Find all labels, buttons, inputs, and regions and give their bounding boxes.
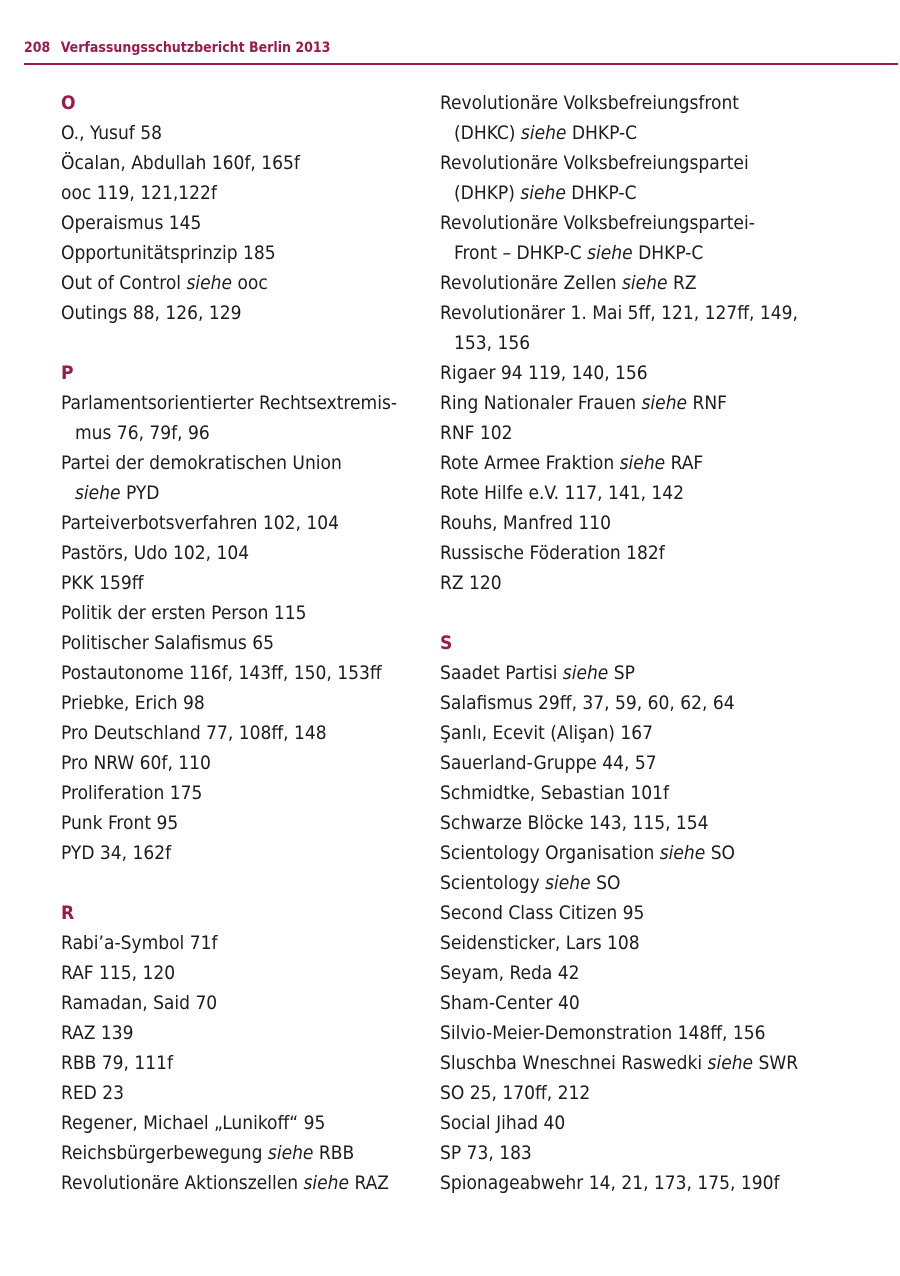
index-entry: Outings 88, 126, 129 — [61, 302, 242, 324]
index-entry: Revolutionäre Volksbefreiungspartei — [440, 152, 749, 174]
see-reference-target: RBB — [313, 1142, 355, 1164]
see-reference-target: SO — [705, 842, 735, 864]
see-reference-target: SP — [608, 662, 635, 684]
see-reference-word: siehe — [545, 872, 591, 894]
page-number: 208 — [24, 40, 51, 56]
see-reference-target: ooc — [232, 272, 268, 294]
index-entry: Silvio-Meier-Demonstration 148ff, 156 — [440, 1022, 766, 1044]
index-entry-cross-reference — [440, 868, 880, 898]
see-reference-target: RNF — [687, 392, 727, 414]
see-reference-word: siehe — [621, 272, 668, 294]
see-reference-word: siehe — [707, 1052, 754, 1074]
see-reference-target: DHKP-C — [566, 122, 638, 144]
index-entry: Punk Front 95 — [61, 812, 179, 834]
see-reference-target: RAZ — [349, 1172, 389, 1194]
index-entry-cross-reference — [440, 268, 880, 298]
index-entry: Revolutionäre Volksbefreiungspartei- — [440, 212, 755, 234]
index-entry: PKK 159ff — [61, 572, 144, 594]
see-reference-target: SWR — [753, 1052, 799, 1074]
see-reference-word: siehe — [75, 482, 121, 504]
see-reference-word: siehe — [520, 182, 566, 204]
index-term: Saadet Partisi — [440, 662, 563, 684]
index-term: Revolutionäre Aktionszellen — [61, 1172, 304, 1194]
index-entry: RAF 115, 120 — [61, 962, 176, 984]
see-reference-word: siehe — [641, 392, 688, 414]
index-term: Revolutionäre Zellen — [440, 272, 622, 294]
index-entry: Öcalan, Abdullah 160f, 165f — [61, 152, 300, 174]
section-gap — [61, 868, 431, 898]
index-entry: Pro Deutschland 77, 108ff, 148 — [61, 722, 327, 744]
index-entry: Revolutionäre Volksbefreiungsfront — [440, 92, 739, 114]
index-entry: RBB 79, 111f — [61, 1052, 173, 1074]
see-reference-word: siehe — [267, 1142, 314, 1164]
see-reference-target: DHKP-C — [632, 242, 704, 264]
index-entry-continuation: mus 76, 79f, 96 — [75, 422, 210, 444]
index-entry: Schwarze Blöcke 143, 115, 154 — [440, 812, 709, 834]
index-term: Reichsbürgerbewegung — [61, 1142, 268, 1164]
see-reference-word: siehe — [303, 1172, 350, 1194]
index-entry-cross-reference — [61, 1168, 431, 1198]
index-term: Scientology Organisation — [440, 842, 660, 864]
index-entry: Sham-Center 40 — [440, 992, 580, 1014]
index-entry: RAZ 139 — [61, 1022, 134, 1044]
see-reference-word: siehe — [562, 662, 609, 684]
see-reference-target: PYD — [120, 482, 160, 504]
index-entry: Rote Hilfe e.V. 117, 141, 142 — [440, 482, 685, 504]
index-entry: Salafismus 29ff, 37, 59, 60, 62, 64 — [440, 692, 735, 714]
index-term: Out of Control — [61, 272, 187, 294]
see-reference-word: siehe — [619, 452, 666, 474]
see-reference-target: RAF — [665, 452, 704, 474]
index-term: Scientology — [440, 872, 546, 894]
index-term: Sluschba Wneschnei Raswedki — [440, 1052, 708, 1074]
index-entry-cross-reference — [440, 238, 880, 268]
index-entry-cross-reference — [440, 118, 880, 148]
index-entry: Revolutionärer 1. Mai 5ff, 121, 127ff, 149, — [440, 302, 798, 324]
index-entry: Politischer Salafismus 65 — [61, 632, 274, 654]
index-entry: SP 73, 183 — [440, 1142, 532, 1164]
see-reference-word: siehe — [520, 122, 567, 144]
index-entry-cross-reference — [440, 178, 880, 208]
index-column-right — [440, 88, 880, 1198]
running-header — [24, 40, 330, 56]
index-entry: Postautonome 116f, 143ff, 150, 153ff — [61, 662, 382, 684]
section-gap — [440, 598, 880, 628]
index-column-left — [61, 88, 431, 1198]
index-entry-cross-reference — [61, 268, 431, 298]
index-entry: Russische Föderation 182f — [440, 542, 665, 564]
index-entry: Spionageabwehr 14, 21, 173, 175, 190f — [440, 1172, 780, 1194]
index-entry: Partei der demokratischen Union — [61, 452, 342, 474]
index-letter-heading: S — [440, 632, 453, 654]
index-entry: Regener, Michael „Lunikoff“ 95 — [61, 1112, 326, 1134]
index-entry: Schmidtke, Sebastian 101f — [440, 782, 670, 804]
index-entry: Opportunitätsprinzip 185 — [61, 242, 276, 264]
index-entry: Şanlı, Ecevit (Alişan) 167 — [440, 722, 654, 744]
section-gap — [61, 328, 431, 358]
index-entry-cross-reference — [61, 1138, 431, 1168]
index-entry: RNF 102 — [440, 422, 513, 444]
index-entry: Rouhs, Manfred 110 — [440, 512, 612, 534]
index-entry: Parlamentsorientierter Rechtsextremis- — [61, 392, 398, 414]
index-entry: Pastörs, Udo 102, 104 — [61, 542, 250, 564]
index-entry-cross-reference — [61, 478, 431, 508]
index-entry: RED 23 — [61, 1082, 125, 1104]
index-entry: Pro NRW 60f, 110 — [61, 752, 211, 774]
index-entry: Sauerland-Gruppe 44, 57 — [440, 752, 657, 774]
index-letter-heading: P — [61, 362, 74, 384]
see-reference-word: siehe — [587, 242, 633, 264]
index-entry: RZ 120 — [440, 572, 502, 594]
index-entry: PYD 34, 162f — [61, 842, 172, 864]
index-entry: ooc 119, 121,122f — [61, 182, 217, 204]
see-reference-target: DHKP-C — [565, 182, 637, 204]
index-term: Rote Armee Fraktion — [440, 452, 620, 474]
index-entry: Proliferation 175 — [61, 782, 203, 804]
index-entry-continuation: 153, 156 — [454, 332, 531, 354]
index-letter-heading: R — [61, 902, 75, 924]
index-entry: Seidensticker, Lars 108 — [440, 932, 640, 954]
index-entry: Rabi’a-Symbol 71f — [61, 932, 218, 954]
index-entry: O., Yusuf 58 — [61, 122, 162, 144]
index-entry-cross-reference — [440, 658, 880, 688]
index-entry-cross-reference — [440, 1048, 880, 1078]
index-entry-cross-reference — [440, 388, 880, 418]
index-entry: Politik der ersten Person 115 — [61, 602, 307, 624]
see-reference-word: siehe — [659, 842, 706, 864]
see-reference-word: siehe — [186, 272, 233, 294]
index-term: Ring Nationaler Frauen — [440, 392, 642, 414]
index-entry: Social Jihad 40 — [440, 1112, 566, 1134]
header-title: Verfassungsschutzbericht Berlin 2013 — [60, 40, 331, 56]
index-term: (DHKP) — [454, 182, 521, 204]
index-letter-heading: O — [61, 92, 76, 114]
index-entry: Seyam, Reda 42 — [440, 962, 580, 984]
see-reference-target: RZ — [667, 272, 697, 294]
index-entry: Parteiverbotsverfahren 102, 104 — [61, 512, 339, 534]
index-term: (DHKC) — [454, 122, 521, 144]
index-entry: Second Class Citizen 95 — [440, 902, 645, 924]
index-entry: SO 25, 170ff, 212 — [440, 1082, 591, 1104]
see-reference-target: SO — [590, 872, 621, 894]
index-entry-cross-reference — [440, 838, 880, 868]
index-entry: Priebke, Erich 98 — [61, 692, 205, 714]
header-rule — [24, 63, 898, 65]
index-entry: Rigaer 94 119, 140, 156 — [440, 362, 648, 384]
index-entry: Operaismus 145 — [61, 212, 202, 234]
index-term: Front – DHKP-C — [454, 242, 588, 264]
index-entry: Ramadan, Said 70 — [61, 992, 218, 1014]
index-entry-cross-reference — [440, 448, 880, 478]
